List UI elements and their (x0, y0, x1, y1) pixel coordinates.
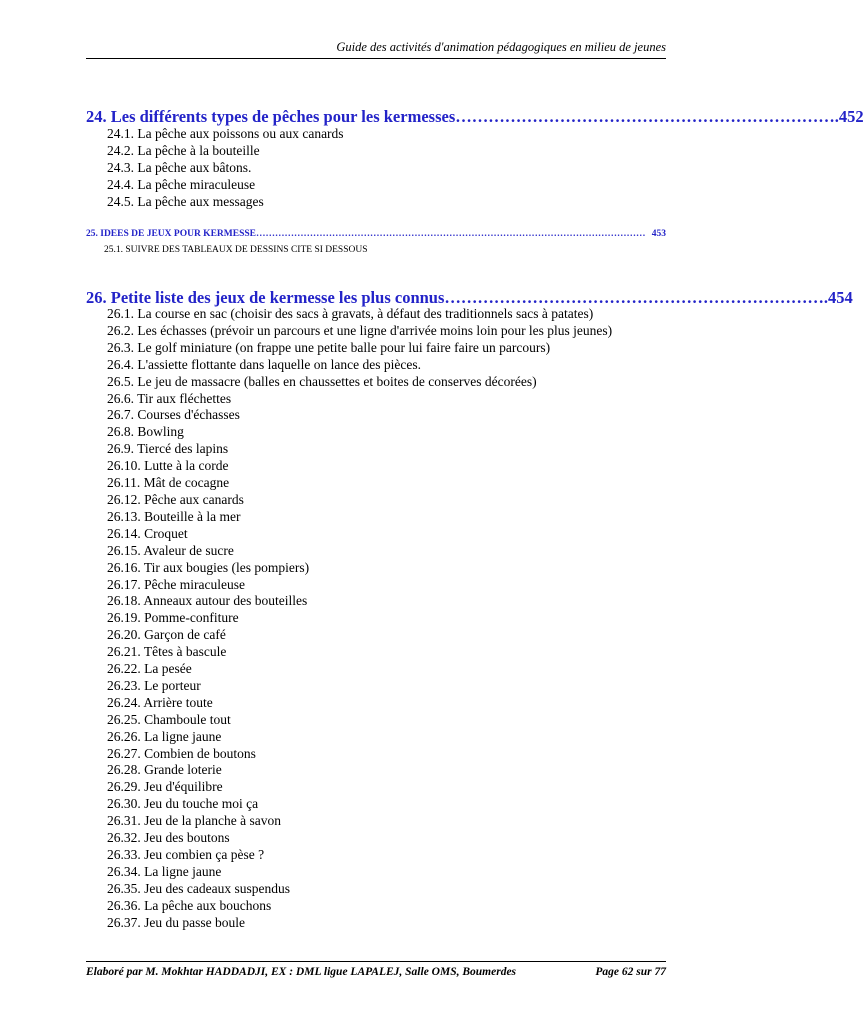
section-25-list (104, 244, 368, 256)
list-item: 26.22. La pesée (107, 661, 192, 677)
list-item: 26.29. Jeu d'équilibre (107, 779, 223, 795)
list-item: 26.8. Bowling (107, 424, 184, 440)
list-item: 26.1. La course en sac (choisir des sacs à gravats, à défaut des traditionnels sacs à patates) (107, 306, 594, 321)
list-item: 24.3. La pêche aux bâtons. (107, 160, 252, 175)
list-item: 26.21. Têtes à bascule (107, 644, 227, 660)
section-24-list (107, 125, 344, 210)
section-title-24 (86, 107, 864, 127)
list-item: 26.35. Jeu des cadeaux suspendus (107, 880, 290, 896)
list-item: 24.4. La pêche miraculeuse (107, 177, 256, 192)
list-item: 24.2. La pêche à la bouteille (107, 143, 260, 158)
section-title-text: 24. Les différents types de pêches pour les kermesses (86, 107, 456, 126)
section-page-number: .454 (823, 288, 853, 307)
list-item: 26.33. Jeu combien ça pèse ? (107, 847, 265, 862)
section-page-number: 453 (651, 229, 666, 239)
list-item: 26.10. Lutte à la corde (107, 458, 229, 474)
footer-page-number: Page 62 sur 77 (595, 966, 666, 978)
list-item: 26.26. La ligne jaune (107, 728, 222, 744)
page-footer (86, 961, 666, 978)
list-item: 24.1. La pêche aux poissons ou aux canards (107, 126, 344, 141)
toc-leader: …………………………………………………………… (455, 107, 835, 126)
list-item: 26.4. L'assiette flottante dans laquelle on lance des pièces. (107, 356, 421, 372)
page-header: Guide des activités d'animation pédagogiques en milieu de jeunes (86, 40, 666, 59)
list-item: 26.9. Tiercé des lapins (107, 441, 229, 457)
list-item: 26.27. Combien de boutons (107, 745, 256, 761)
list-item: 26.15. Avaleur de sucre (107, 542, 234, 558)
list-item: 26.13. Bouteille à la mer (107, 508, 241, 524)
list-item: 26.16. Tir aux bougies (les pompiers) (107, 559, 310, 575)
list-item: 26.36. La pêche aux bouchons (107, 897, 272, 913)
list-item: 26.14. Croquet (107, 525, 188, 541)
list-item: 26.17. Pêche miraculeuse (107, 576, 245, 592)
list-item: 25.1. SUIVRE DES TABLEAUX DE DESSINS CITE SI DESSOUS (104, 245, 368, 255)
toc-leader: …………………………………………………………… (444, 288, 824, 307)
list-item: 26.5. Le jeu de massacre (balles en chaussettes et boites de conserves décorées) (107, 373, 537, 389)
section-title-26 (86, 288, 853, 308)
list-item: 26.31. Jeu de la planche à savon (107, 813, 281, 829)
list-item: 26.20. Garçon de café (107, 627, 226, 643)
footer-author: Elaboré par M. Mokhtar HADDADJI, EX : DML ligue LAPALEJ, Salle OMS, Boumerdes (86, 966, 517, 978)
list-item: 26.25. Chamboule tout (107, 711, 231, 727)
section-title-text: 26. Petite liste des jeux de kermesse les plus connus (86, 288, 445, 307)
list-item: 26.19. Pomme-confiture (107, 610, 239, 626)
list-item: 26.32. Jeu des boutons (107, 830, 230, 846)
list-item: 26.23. Le porteur (107, 677, 201, 693)
list-item: 24.5. La pêche aux messages (107, 194, 264, 209)
list-item: 26.30. Jeu du touche moi ça (107, 796, 259, 812)
section-26-list (107, 306, 612, 932)
list-item: 26.24. Arrière toute (107, 694, 213, 710)
list-item: 26.34. La ligne jaune (107, 863, 222, 879)
list-item: 26.6. Tir aux fléchettes (107, 390, 232, 406)
list-item: 26.7. Courses d'échasses (107, 407, 240, 423)
section-page-number: .452 (834, 107, 864, 126)
list-item: 26.3. Le golf miniature (on frappe une petite balle pour lui faire faire un parcours) (107, 339, 551, 355)
toc-leader: …………………………………………………………………………………………………………… (255, 229, 646, 239)
list-item: 26.37. Jeu du passe boule (107, 914, 245, 930)
list-item: 26.2. Les échasses (prévoir un parcours et une ligne d'arrivée moins loin pour les plus jeunes) (107, 322, 613, 338)
list-item: 26.18. Anneaux autour des bouteilles (107, 593, 308, 609)
list-item: 26.11. Mât de cocagne (107, 475, 230, 491)
section-title-25 (86, 229, 666, 239)
section-title-text: 25. IDEES DE JEUX POUR KERMESSE (86, 229, 256, 239)
list-item: 26.28. Grande loterie (107, 762, 222, 778)
list-item: 26.12. Pêche aux canards (107, 491, 244, 507)
